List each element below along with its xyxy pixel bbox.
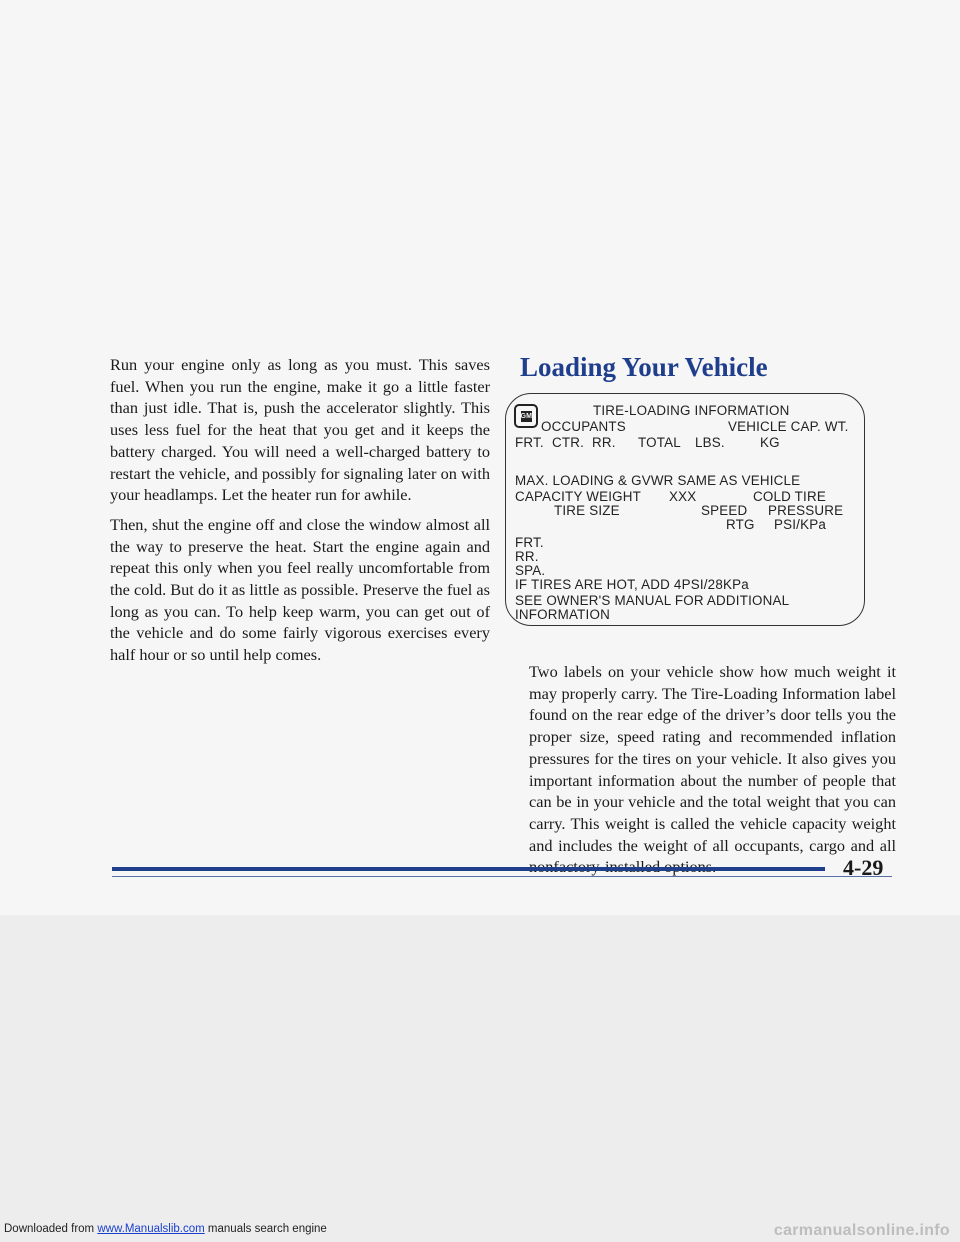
label-pressure: PRESSURE xyxy=(768,503,844,518)
label-title: TIRE-LOADING INFORMATION xyxy=(593,403,790,418)
label-rr: RR. xyxy=(592,435,616,450)
label-row-frt: FRT. xyxy=(515,535,544,550)
label-speed: SPEED xyxy=(701,503,748,518)
page-background xyxy=(0,915,960,1242)
label-capacity-weight: CAPACITY WEIGHT xyxy=(515,489,642,504)
label-row-rr: RR. xyxy=(515,549,539,564)
label-frt: FRT. xyxy=(515,435,544,450)
label-xxx: XXX xyxy=(669,489,697,504)
section-heading: Loading Your Vehicle xyxy=(520,352,768,382)
label-total: TOTAL xyxy=(638,435,681,450)
label-kg: KG xyxy=(760,435,780,450)
label-occupants: OCCUPANTS xyxy=(541,419,626,434)
body-paragraph: Then, shut the engine off and close the window almost all the way to preserve the heat. Start the engine again and repeat this only when you feel really uncomfortable from the cold. But do it as little as possible. Preserve the fuel as long as you can. To help keep warm, you can get out of the vehicle and do some fairly vigorous exercises every half hour or so until help comes. xyxy=(110,514,490,665)
label-cold-tire: COLD TIRE xyxy=(753,489,826,504)
label-rtg: RTG xyxy=(726,517,755,532)
body-paragraph: Run your engine only as long as you must. This saves fuel. When you run the engine, make it go a little faster than just idle. That is, push the accelerator slightly. This uses less fuel for the heat that you get and it keeps the battery charged. You will need a well-charged battery to restart the vehicle, and possibly for signaling later on with your headlamps. Let the heater run for awhile. xyxy=(110,355,490,505)
body-paragraph: Two labels on your vehicle show how much weight it may properly carry. The Tire-Loading Information label found on the rear edge of the driver’s door tells you the proper size, speed rating and recommended inflation pressures for the tires on your vehicle. It also gives you important information about the number of people that can be in your vehicle and the total weight that you can carry. This weight is called the vehicle capacity weight and includes the weight of all occupants, cargo and all xyxy=(529,662,896,855)
label-vehicle-cap-wt: VEHICLE CAP. WT. xyxy=(728,419,849,434)
label-hot-note: IF TIRES ARE HOT, ADD 4PSI/28KPa xyxy=(515,577,749,592)
footer-rule xyxy=(112,867,825,871)
tire-loading-label xyxy=(505,393,865,626)
gm-logo-icon: GM xyxy=(514,404,538,428)
label-information: INFORMATION xyxy=(515,607,610,622)
manualslib-link[interactable]: www.Manualslib.com xyxy=(97,1223,205,1235)
footer-suffix: manuals search engine xyxy=(207,1223,327,1235)
download-footer xyxy=(4,1223,327,1235)
label-row-spa: SPA. xyxy=(515,563,546,578)
left-column xyxy=(110,354,490,674)
footer-prefix: Downloaded from xyxy=(4,1223,95,1235)
label-max-loading: MAX. LOADING & GVWR SAME AS VEHICLE xyxy=(515,473,801,488)
label-lbs: LBS. xyxy=(695,435,725,450)
label-ctr: CTR. xyxy=(552,435,585,450)
label-tire-size: TIRE SIZE xyxy=(554,503,620,518)
page-number: 4-29 xyxy=(843,855,884,880)
label-see-manual: SEE OWNER'S MANUAL FOR ADDITIONAL xyxy=(515,593,790,608)
watermark: carmanualsonline.info xyxy=(773,1222,950,1239)
footer-rule-thin xyxy=(112,876,892,877)
label-psi-kpa: PSI/KPa xyxy=(774,517,827,532)
